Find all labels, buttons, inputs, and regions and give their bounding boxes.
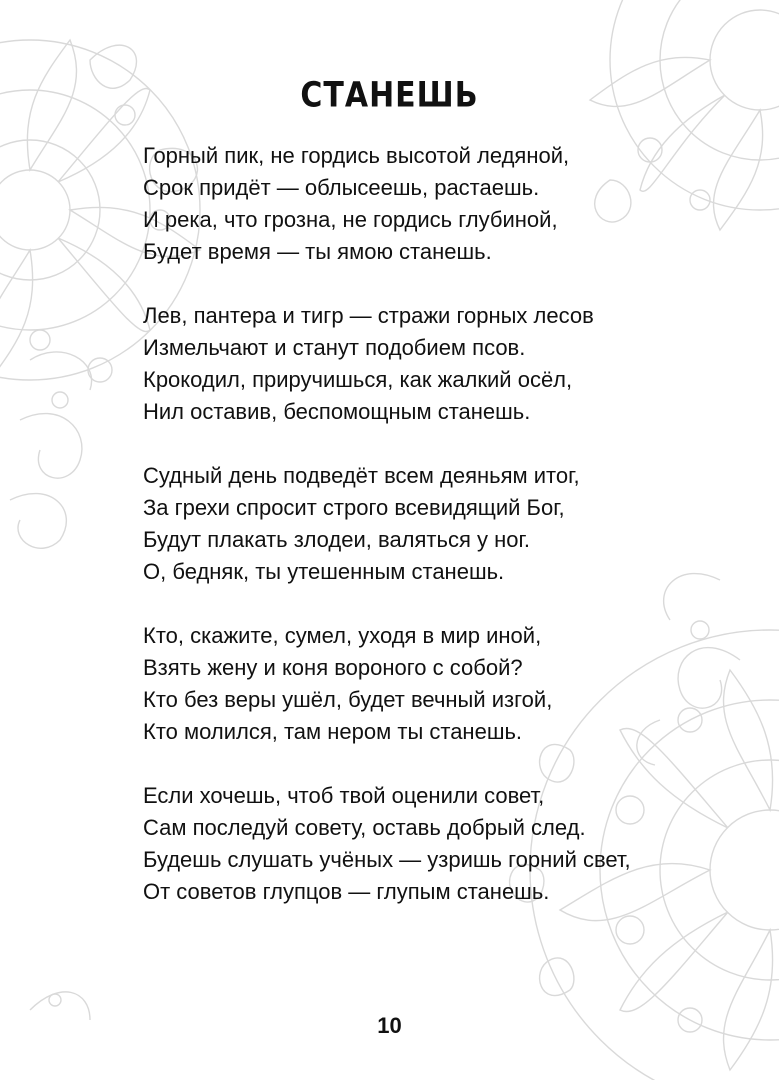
poem-line: О, бедняк, ты утешенным станешь. (143, 559, 505, 584)
stanza (143, 780, 743, 908)
poem-line: Кто без веры ушёл, будет вечный изгой, (143, 687, 553, 712)
poem-line: Нил оставив, беспомощным станешь. (143, 399, 531, 424)
stanza (143, 140, 743, 268)
poem-line: Если хочешь, чтоб твой оценили совет, (143, 783, 545, 808)
page-number: 10 (377, 1013, 402, 1038)
poem-body (143, 140, 743, 940)
poem-line: И река, что грозна, не гордись глубиной, (143, 207, 558, 232)
poem-line: Судный день подведёт всем деяньям итог, (143, 463, 580, 488)
poem-line: Будешь слушать учёных — узришь горний свет, (143, 847, 631, 872)
poem-title: СТАНЕШЬ (300, 75, 479, 116)
stanza (143, 460, 743, 588)
poem-line: Лев, пантера и тигр — стражи горных лесов (143, 303, 594, 328)
poem-line: Горный пик, не гордись высотой ледяной, (143, 143, 570, 168)
poem-line: Измельчают и станут подобием псов. (143, 335, 526, 360)
stanza (143, 620, 743, 748)
poem-line: За грехи спросит строго всевидящий Бог, (143, 495, 565, 520)
poem-line: Будут плакать злодеи, валяться у ног. (143, 527, 530, 552)
poem-line: Взять жену и коня вороного с собой? (143, 655, 523, 680)
poem-line: Сам последуй совету, оставь добрый след. (143, 815, 586, 840)
poem-line: Кто молился, там нером ты станешь. (143, 719, 523, 744)
poem-line: От советов глупцов — глупым станешь. (143, 879, 550, 904)
poem-line: Срок придёт — облысеешь, растаешь. (143, 175, 540, 200)
flourish-left-middle (10, 352, 92, 548)
poem-line: Кто, скажите, сумел, уходя в мир иной, (143, 623, 542, 648)
stanza (143, 300, 743, 428)
poem-line: Будет время — ты ямою станешь. (143, 239, 492, 264)
poem-line: Крокодил, приручишься, как жалкий осёл, (143, 367, 573, 392)
